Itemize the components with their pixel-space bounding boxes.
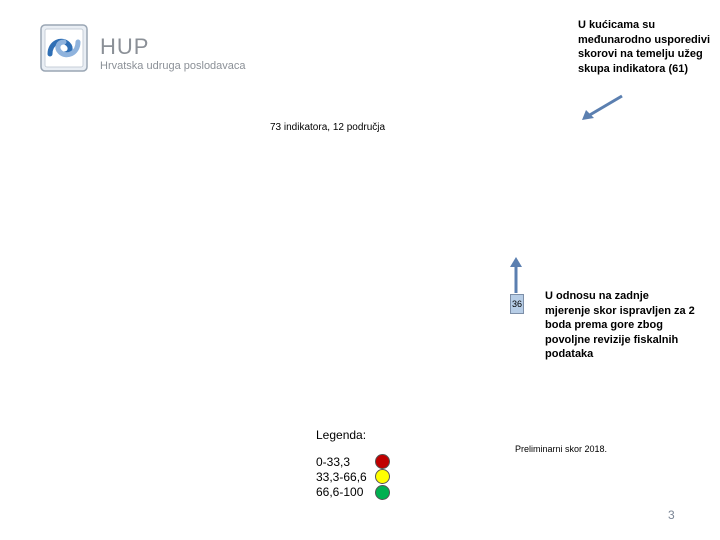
legend-green-light-icon xyxy=(375,485,390,500)
note-score-revision: U odnosu na zadnje mjerenje skor ispravljen za 2 boda prema gore zbog povoljne revizije fiskalnih podataka xyxy=(545,290,695,360)
legend-range-low: 0-33,3 xyxy=(316,455,351,469)
legend-range-high: 66,6-100 xyxy=(316,485,364,499)
page-number: 3 xyxy=(668,508,675,522)
score-box: 36 xyxy=(510,294,524,314)
legend-title: Legenda: xyxy=(316,428,367,442)
preliminary-score-label: Preliminarni skor 2018. xyxy=(515,444,608,454)
note-international-scores: U kućicama su međunarodno usporedivi skorovi na temelju užeg skupa indikatora (61) xyxy=(578,19,711,75)
hup-logo-icon xyxy=(40,24,88,72)
legend-red-light-icon xyxy=(375,454,390,469)
legend-range-mid: 33,3-66,6 xyxy=(316,470,367,484)
logo-subtitle: Hrvatska udruga poslodavaca xyxy=(100,60,246,72)
indicator-count-heading: 73 indikatora, 12 područja xyxy=(270,122,386,133)
arrow-up-icon xyxy=(508,255,524,295)
arrow-down-left-icon xyxy=(578,92,628,124)
legend-yellow-light-icon xyxy=(375,469,390,484)
logo-title: HUP xyxy=(100,34,150,59)
